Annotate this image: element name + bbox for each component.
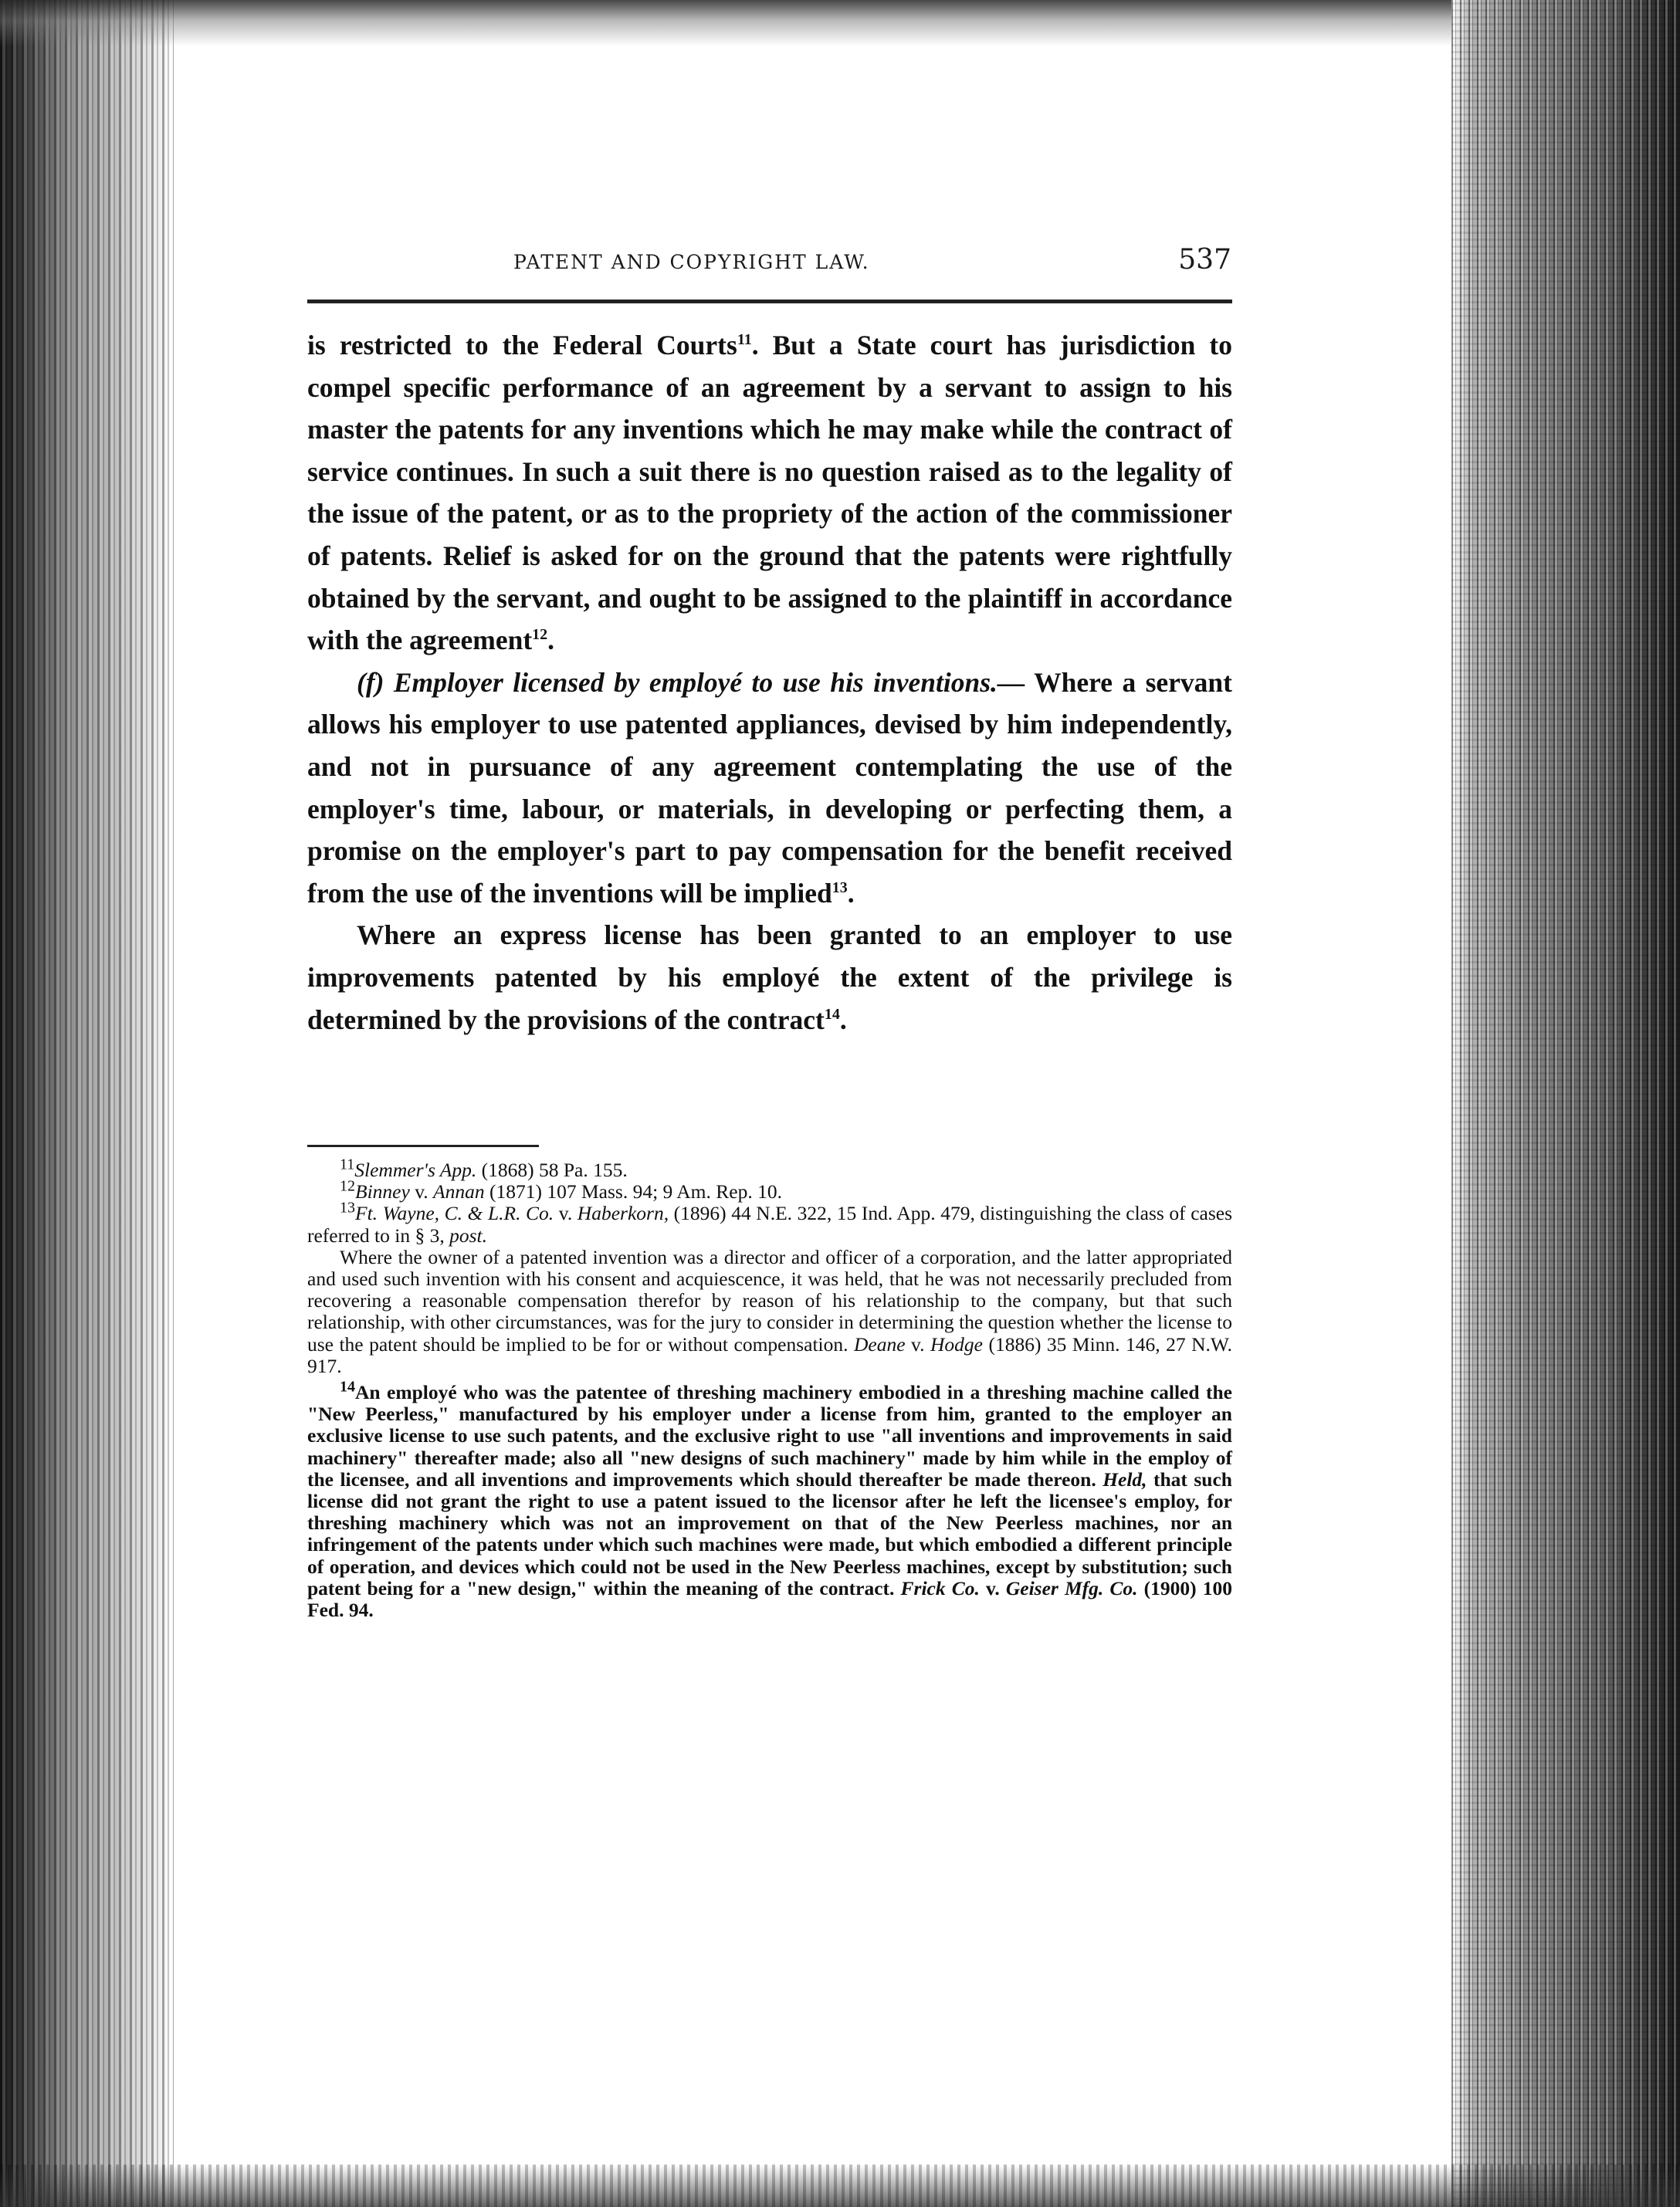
paragraph-1: is restricted to the Federal Courts$^{11}$. But a State court has jurisdiction to compel specific performance of an agreement by a servant to assign to his master the patents for any inventions which he may make while the contract of service continues. In such a suit there is no question raised as to the legality of the issue of the patent, or as to the propriety of the action of the commissioner of patents. Relief is asked for on the ground that the patents were rightfully obtained by the servant, and ought to be assigned to the plaintiff in accordance with the agreement$^{12}$. <box>307 330 1232 656</box>
footnote-ref-11: 11 <box>737 331 752 349</box>
scan-bottom-edge <box>0 2165 1680 2207</box>
footnote-rule <box>307 1145 539 1147</box>
footnote-11: $^{11}$Slemmer's App. (1868) 58 Pa. 155. <box>340 1156 628 1181</box>
footnote-ref-12: 12 <box>532 626 548 644</box>
footnote-14: $^{14}$An employé who was the patentee of threshing machinery embodied in a threshing machine called the "New Peerless," manufactured by his employer under a license from him, granted to the employer an exclusive license to use such patents, and the exclusive right to use "all inventions and improvements in said machinery" thereafter made; also all "new designs of such machinery" made by him while in the employ of the licensee, and all inventions and improvements which should thereafter be made thereon. Held, that such license did not grant the right to use a patent issued to the licensor after he left the licensee's employ, for threshing machinery which was not an improvement on that of the New Peerless machines, nor an infringement of the patents under which such machines were made, but which embodied a different principle of operation, and devices which could not be used in the New Peerless machines, except by substitution; such patent being for a "new design," within the meaning of the contract. Frick Co. v. Geiser Mfg. Co. (1900) 100 Fed. 94. <box>307 1378 1233 1622</box>
page-number: 537 <box>1178 244 1231 276</box>
paragraph-3: Where an express license has been granted to an employer to use improvements patented by his employé the extent of the privilege is determined by the provisions of the contract$^{14}$. <box>307 919 1232 1035</box>
header-rule <box>307 300 1232 303</box>
running-title: PATENT AND COPYRIGHT LAW. <box>513 251 870 273</box>
footnote-13-continued: Where the owner of a patented invention was a director and officer of a corporation, and the latter appropriated and used such invention with his consent and acquiescence, it was held, that he was not necessarily precluded from recovering a reasonable compensation therefor by reason of his relationship to the company, but that such relationship, with other circumstances, was for the jury to consider in determining the question whether the license to use the patent should be implied to be for or without compensation. Deane v. Hodge (1886) 35 Minn. 146, 27 N.W. 917. <box>307 1245 1232 1377</box>
footnote-12: $^{12}$Binney v. Annan (1871) 107 Mass. 94; 9 Am. Rep. 10. <box>340 1177 782 1203</box>
scan-left-edge <box>0 0 174 2207</box>
scan-top-edge <box>0 0 1680 46</box>
footnote-ref-13: 13 <box>832 878 848 896</box>
footnote-ref-14: 14 <box>824 1005 840 1023</box>
section-heading: (f) Employer licensed by employé to use his inventions.— <box>357 666 1025 698</box>
body-text <box>307 324 1232 1041</box>
footnotes <box>307 1156 1233 1622</box>
footnote-13: $^{13}$Ft. Wayne, C. & L.R. Co. v. Haberkorn, (1896) 44 N.E. 322, 15 Ind. App. 479, distinguishing the class of cases referred to in § 3, post. <box>307 1199 1233 1247</box>
paragraph-2: (f) Employer licensed by employé to use his inventions.— Where a servant allows his employer to use patented appliances, devised by him independently, and not in pursuance of any agreement contemplating the use of the employer's time, labour, or materials, in developing or perfecting them, a promise on the employer's part to pay compensation for the benefit received from the use of the inventions will be implied$^{13}$. <box>307 666 1233 909</box>
scan-right-edge <box>1451 0 1680 2207</box>
running-head <box>305 244 1231 276</box>
